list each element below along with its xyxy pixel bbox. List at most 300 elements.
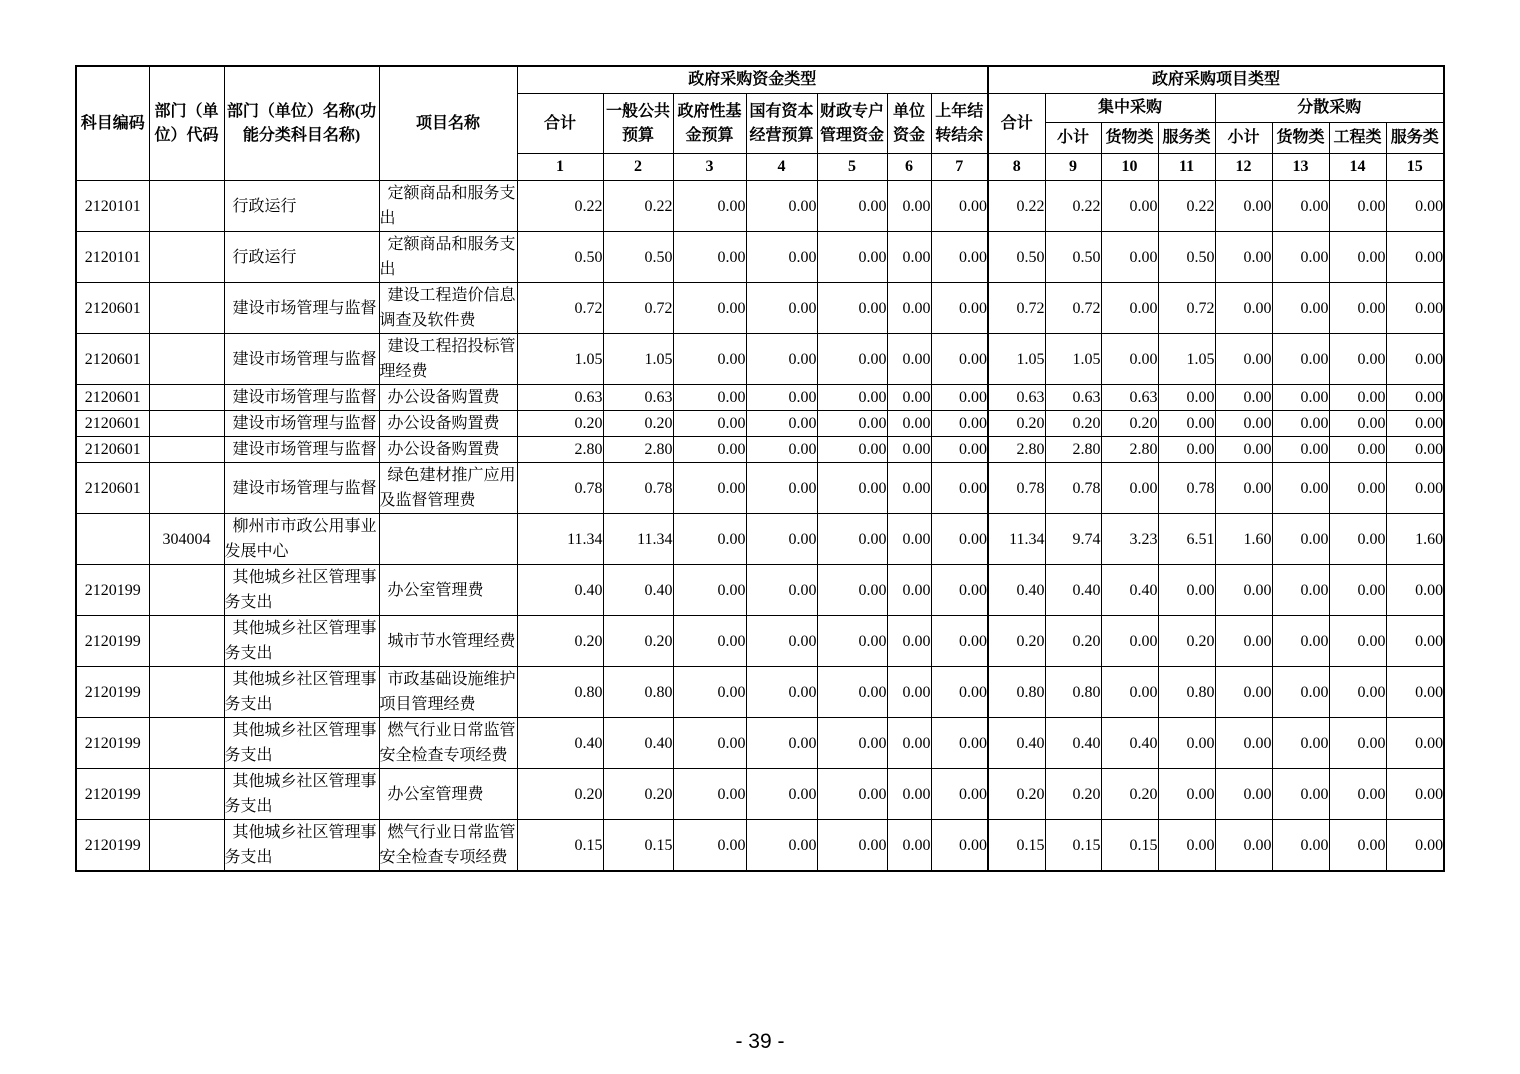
col-header-decentralized-subtotal: 小计 xyxy=(1215,123,1272,154)
cell-value: 0.00 xyxy=(1329,334,1386,385)
cell-value: 0.78 xyxy=(517,463,603,514)
cell-value: 0.63 xyxy=(1045,385,1101,411)
cell-value: 0.00 xyxy=(1215,411,1272,437)
cell-subject-code: 2120601 xyxy=(76,463,149,514)
table-row xyxy=(76,232,1444,283)
cell-value: 0.80 xyxy=(988,667,1045,718)
table-row xyxy=(76,769,1444,820)
cell-value: 0.00 xyxy=(746,565,817,616)
cell-value: 0.00 xyxy=(746,437,817,463)
cell-value: 0.00 xyxy=(817,334,887,385)
cell-value: 0.00 xyxy=(1272,463,1329,514)
cell-value: 0.00 xyxy=(1386,411,1444,437)
cell-value: 0.00 xyxy=(1158,769,1215,820)
cell-value: 0.40 xyxy=(1045,718,1101,769)
cell-value: 0.00 xyxy=(673,411,746,437)
cell-value: 0.00 xyxy=(1215,769,1272,820)
cell-value: 0.00 xyxy=(673,385,746,411)
cell-dept-code xyxy=(149,437,224,463)
cell-value: 0.72 xyxy=(517,283,603,334)
cell-value: 0.00 xyxy=(931,437,988,463)
cell-value: 0.00 xyxy=(746,769,817,820)
cell-value: 0.00 xyxy=(931,667,988,718)
cell-value: 0.20 xyxy=(1101,411,1158,437)
col-group-project-type: 政府采购项目类型 xyxy=(988,66,1444,94)
cell-value: 0.40 xyxy=(1045,565,1101,616)
cell-value: 0.00 xyxy=(1272,411,1329,437)
cell-dept-code xyxy=(149,565,224,616)
cell-value: 0.00 xyxy=(1215,667,1272,718)
col-number: 13 xyxy=(1272,154,1329,181)
cell-value: 0.00 xyxy=(931,565,988,616)
cell-value: 0.00 xyxy=(1272,667,1329,718)
cell-value: 6.51 xyxy=(1158,514,1215,565)
cell-dept-code xyxy=(149,385,224,411)
cell-value: 0.20 xyxy=(603,769,673,820)
cell-value: 0.00 xyxy=(746,181,817,232)
cell-value: 0.72 xyxy=(988,283,1045,334)
cell-value: 1.60 xyxy=(1386,514,1444,565)
col-header-general-public-budget: 一般公共预算 xyxy=(603,94,673,154)
table-row xyxy=(76,437,1444,463)
cell-subject-code: 2120101 xyxy=(76,181,149,232)
cell-subject-code: 2120199 xyxy=(76,820,149,872)
cell-value: 0.50 xyxy=(1158,232,1215,283)
cell-value: 0.78 xyxy=(988,463,1045,514)
col-header-carryover: 上年结转结余 xyxy=(931,94,988,154)
cell-value: 0.80 xyxy=(1158,667,1215,718)
col-header-dept-name: 部门（单位）名称(功能分类科目名称) xyxy=(224,66,379,181)
col-number: 8 xyxy=(988,154,1045,181)
cell-value: 0.00 xyxy=(887,334,931,385)
cell-value: 0.20 xyxy=(988,769,1045,820)
cell-value: 2.80 xyxy=(1045,437,1101,463)
cell-value: 0.40 xyxy=(517,565,603,616)
cell-value: 0.00 xyxy=(1158,385,1215,411)
cell-subject-code: 2120601 xyxy=(76,334,149,385)
cell-value: 0.00 xyxy=(817,667,887,718)
cell-value: 0.00 xyxy=(746,718,817,769)
cell-project-name: 绿色建材推广应用及监督管理费 xyxy=(379,463,517,514)
cell-dept-name: 建设市场管理与监督 xyxy=(224,334,379,385)
cell-value: 0.00 xyxy=(931,334,988,385)
cell-value: 0.78 xyxy=(603,463,673,514)
page-number: - 39 - xyxy=(735,1030,785,1053)
cell-value: 0.00 xyxy=(1158,718,1215,769)
cell-value: 3.23 xyxy=(1101,514,1158,565)
cell-dept-code xyxy=(149,232,224,283)
cell-value: 0.00 xyxy=(1101,667,1158,718)
col-number: 10 xyxy=(1101,154,1158,181)
cell-value: 0.00 xyxy=(887,437,931,463)
cell-project-name: 办公室管理费 xyxy=(379,565,517,616)
cell-value: 0.50 xyxy=(603,232,673,283)
table-row xyxy=(76,565,1444,616)
cell-project-name: 燃气行业日常监管安全检查专项经费 xyxy=(379,820,517,872)
cell-value: 0.20 xyxy=(603,616,673,667)
cell-value: 2.80 xyxy=(988,437,1045,463)
cell-value: 0.40 xyxy=(603,718,673,769)
col-number: 5 xyxy=(817,154,887,181)
table-row xyxy=(76,385,1444,411)
cell-value: 0.00 xyxy=(817,718,887,769)
cell-value: 1.05 xyxy=(988,334,1045,385)
cell-dept-name: 其他城乡社区管理事务支出 xyxy=(224,769,379,820)
cell-value: 0.00 xyxy=(887,667,931,718)
cell-value: 0.00 xyxy=(1215,334,1272,385)
cell-value: 0.00 xyxy=(1329,411,1386,437)
cell-value: 0.50 xyxy=(517,232,603,283)
cell-value: 0.22 xyxy=(988,181,1045,232)
table-row xyxy=(76,334,1444,385)
cell-project-name: 城市节水管理经费 xyxy=(379,616,517,667)
cell-value: 0.00 xyxy=(1215,718,1272,769)
cell-value: 0.00 xyxy=(1215,437,1272,463)
cell-value: 0.00 xyxy=(1158,437,1215,463)
cell-value: 0.00 xyxy=(746,667,817,718)
cell-value: 0.00 xyxy=(1272,181,1329,232)
cell-value: 0.40 xyxy=(517,718,603,769)
col-header-subject-code: 科目编码 xyxy=(76,66,149,181)
cell-value: 0.00 xyxy=(1101,463,1158,514)
cell-value: 0.00 xyxy=(1215,181,1272,232)
cell-value: 0.00 xyxy=(1272,232,1329,283)
cell-value: 0.00 xyxy=(1272,437,1329,463)
cell-value: 0.00 xyxy=(817,385,887,411)
cell-value: 0.00 xyxy=(887,769,931,820)
cell-value: 0.63 xyxy=(517,385,603,411)
cell-value: 0.00 xyxy=(887,181,931,232)
cell-value: 11.34 xyxy=(517,514,603,565)
cell-value: 0.00 xyxy=(1329,718,1386,769)
cell-value: 0.00 xyxy=(887,820,931,872)
cell-value: 0.00 xyxy=(931,820,988,872)
cell-value: 0.00 xyxy=(931,181,988,232)
cell-value: 1.05 xyxy=(1045,334,1101,385)
cell-subject-code: 2120199 xyxy=(76,718,149,769)
cell-value: 0.20 xyxy=(517,411,603,437)
cell-value: 0.22 xyxy=(1158,181,1215,232)
cell-value: 0.00 xyxy=(673,565,746,616)
cell-value: 0.00 xyxy=(673,232,746,283)
col-number: 7 xyxy=(931,154,988,181)
cell-value: 0.00 xyxy=(1272,616,1329,667)
col-number: 9 xyxy=(1045,154,1101,181)
cell-dept-code xyxy=(149,718,224,769)
col-header-decentralized-goods: 货物类 xyxy=(1272,123,1329,154)
cell-value: 0.00 xyxy=(817,232,887,283)
cell-value: 0.00 xyxy=(1272,769,1329,820)
cell-project-name: 定额商品和服务支出 xyxy=(379,181,517,232)
cell-value: 0.00 xyxy=(1386,385,1444,411)
table-row xyxy=(76,283,1444,334)
cell-value: 0.00 xyxy=(1101,181,1158,232)
cell-value: 0.00 xyxy=(1215,463,1272,514)
cell-value: 0.00 xyxy=(1158,565,1215,616)
cell-dept-code xyxy=(149,769,224,820)
col-header-project-name: 项目名称 xyxy=(379,66,517,181)
col-header-state-capital-budget: 国有资本经营预算 xyxy=(746,94,817,154)
cell-dept-name: 行政运行 xyxy=(224,181,379,232)
cell-value: 0.20 xyxy=(1045,769,1101,820)
cell-value: 2.80 xyxy=(517,437,603,463)
cell-value: 0.00 xyxy=(817,463,887,514)
cell-project-name: 定额商品和服务支出 xyxy=(379,232,517,283)
cell-project-name xyxy=(379,514,517,565)
cell-value: 0.20 xyxy=(988,616,1045,667)
cell-value: 0.00 xyxy=(1101,232,1158,283)
cell-value: 0.00 xyxy=(673,769,746,820)
cell-value: 0.15 xyxy=(1101,820,1158,872)
table-row xyxy=(76,514,1444,565)
cell-value: 0.00 xyxy=(673,334,746,385)
cell-value: 0.00 xyxy=(673,463,746,514)
cell-value: 0.20 xyxy=(1158,616,1215,667)
cell-value: 0.15 xyxy=(517,820,603,872)
table-row xyxy=(76,616,1444,667)
cell-dept-code xyxy=(149,334,224,385)
cell-value: 0.00 xyxy=(673,616,746,667)
cell-dept-name: 其他城乡社区管理事务支出 xyxy=(224,616,379,667)
cell-value: 0.72 xyxy=(603,283,673,334)
cell-value: 0.72 xyxy=(1045,283,1101,334)
cell-value: 0.00 xyxy=(1329,667,1386,718)
cell-value: 0.00 xyxy=(746,334,817,385)
cell-dept-name: 建设市场管理与监督 xyxy=(224,463,379,514)
cell-value: 0.40 xyxy=(603,565,673,616)
cell-value: 0.00 xyxy=(931,385,988,411)
cell-dept-name: 柳州市市政公用事业发展中心 xyxy=(224,514,379,565)
cell-value: 0.50 xyxy=(988,232,1045,283)
cell-value: 0.20 xyxy=(1101,769,1158,820)
cell-value: 0.00 xyxy=(931,232,988,283)
cell-value: 0.00 xyxy=(931,514,988,565)
cell-value: 9.74 xyxy=(1045,514,1101,565)
cell-value: 0.00 xyxy=(931,283,988,334)
cell-value: 0.80 xyxy=(517,667,603,718)
cell-dept-code xyxy=(149,181,224,232)
cell-value: 0.00 xyxy=(673,437,746,463)
cell-value: 0.00 xyxy=(817,283,887,334)
table-row xyxy=(76,411,1444,437)
cell-value: 0.00 xyxy=(1329,616,1386,667)
cell-value: 0.00 xyxy=(1329,820,1386,872)
cell-subject-code: 2120601 xyxy=(76,385,149,411)
cell-project-name: 建设工程招投标管理经费 xyxy=(379,334,517,385)
col-header-unit-funds: 单位资金 xyxy=(887,94,931,154)
cell-value: 0.00 xyxy=(1215,820,1272,872)
cell-value: 0.00 xyxy=(1329,385,1386,411)
col-number: 15 xyxy=(1386,154,1444,181)
col-number: 6 xyxy=(887,154,931,181)
table-body xyxy=(76,181,1444,872)
col-header-centralized-services: 服务类 xyxy=(1158,123,1215,154)
cell-value: 0.00 xyxy=(1329,565,1386,616)
col-number: 1 xyxy=(517,154,603,181)
cell-dept-name: 建设市场管理与监督 xyxy=(224,411,379,437)
cell-value: 1.05 xyxy=(517,334,603,385)
cell-dept-code: 304004 xyxy=(149,514,224,565)
cell-dept-name: 其他城乡社区管理事务支出 xyxy=(224,565,379,616)
cell-value: 0.22 xyxy=(603,181,673,232)
cell-subject-code: 2120199 xyxy=(76,565,149,616)
cell-value: 0.00 xyxy=(1329,181,1386,232)
cell-value: 11.34 xyxy=(988,514,1045,565)
cell-value: 0.15 xyxy=(988,820,1045,872)
cell-value: 0.15 xyxy=(603,820,673,872)
col-header-fiscal-account-funds: 财政专户管理资金 xyxy=(817,94,887,154)
cell-value: 0.63 xyxy=(1101,385,1158,411)
cell-value: 0.00 xyxy=(1386,718,1444,769)
cell-value: 0.00 xyxy=(746,820,817,872)
cell-value: 0.00 xyxy=(931,718,988,769)
cell-value: 0.00 xyxy=(673,667,746,718)
col-number: 11 xyxy=(1158,154,1215,181)
cell-dept-name: 其他城乡社区管理事务支出 xyxy=(224,667,379,718)
cell-value: 0.20 xyxy=(1045,411,1101,437)
cell-dept-name: 其他城乡社区管理事务支出 xyxy=(224,718,379,769)
cell-project-name: 办公设备购置费 xyxy=(379,437,517,463)
cell-value: 0.00 xyxy=(1272,283,1329,334)
cell-value: 0.00 xyxy=(931,411,988,437)
cell-project-name: 市政基础设施维护项目管理经费 xyxy=(379,667,517,718)
cell-value: 0.72 xyxy=(1158,283,1215,334)
cell-value: 0.22 xyxy=(517,181,603,232)
cell-value: 0.00 xyxy=(1386,820,1444,872)
cell-value: 0.40 xyxy=(1101,718,1158,769)
cell-dept-code xyxy=(149,411,224,437)
cell-dept-code xyxy=(149,616,224,667)
cell-value: 0.00 xyxy=(1272,820,1329,872)
cell-value: 0.00 xyxy=(887,411,931,437)
cell-value: 0.00 xyxy=(1272,514,1329,565)
cell-value: 0.00 xyxy=(1272,718,1329,769)
cell-value: 0.00 xyxy=(1101,334,1158,385)
cell-value: 0.78 xyxy=(1045,463,1101,514)
cell-value: 0.20 xyxy=(517,769,603,820)
cell-subject-code: 2120601 xyxy=(76,411,149,437)
cell-value: 2.80 xyxy=(1101,437,1158,463)
cell-value: 0.20 xyxy=(603,411,673,437)
cell-value: 0.00 xyxy=(887,385,931,411)
cell-value: 0.50 xyxy=(1045,232,1101,283)
cell-value: 0.00 xyxy=(746,283,817,334)
cell-value: 0.00 xyxy=(1272,565,1329,616)
cell-value: 0.00 xyxy=(673,820,746,872)
cell-value: 0.20 xyxy=(988,411,1045,437)
cell-value: 0.00 xyxy=(1329,769,1386,820)
table-row xyxy=(76,718,1444,769)
col-number: 3 xyxy=(673,154,746,181)
cell-value: 0.00 xyxy=(1386,437,1444,463)
cell-value: 0.00 xyxy=(817,616,887,667)
cell-subject-code: 2120199 xyxy=(76,769,149,820)
col-header-project-total: 合计 xyxy=(988,94,1045,154)
cell-value: 0.00 xyxy=(1386,616,1444,667)
cell-value: 0.00 xyxy=(673,181,746,232)
col-group-centralized: 集中采购 xyxy=(1045,94,1215,123)
cell-value: 0.00 xyxy=(673,514,746,565)
procurement-table xyxy=(75,65,1445,872)
table-row xyxy=(76,820,1444,872)
cell-value: 0.00 xyxy=(887,616,931,667)
cell-value: 0.00 xyxy=(1272,385,1329,411)
cell-value: 0.00 xyxy=(1101,283,1158,334)
cell-value: 2.80 xyxy=(603,437,673,463)
cell-value: 0.00 xyxy=(1386,283,1444,334)
cell-value: 0.00 xyxy=(1329,463,1386,514)
col-number: 2 xyxy=(603,154,673,181)
cell-value: 0.63 xyxy=(603,385,673,411)
cell-value: 0.00 xyxy=(1386,667,1444,718)
cell-value: 0.00 xyxy=(931,616,988,667)
cell-value: 0.22 xyxy=(1045,181,1101,232)
col-header-gov-fund-budget: 政府性基金预算 xyxy=(673,94,746,154)
cell-value: 0.15 xyxy=(1045,820,1101,872)
cell-project-name: 办公室管理费 xyxy=(379,769,517,820)
cell-value: 0.00 xyxy=(1329,283,1386,334)
col-group-decentralized: 分散采购 xyxy=(1215,94,1444,123)
cell-dept-code xyxy=(149,667,224,718)
cell-value: 0.00 xyxy=(817,820,887,872)
cell-value: 0.40 xyxy=(988,565,1045,616)
cell-value: 0.00 xyxy=(817,411,887,437)
cell-dept-name: 其他城乡社区管理事务支出 xyxy=(224,820,379,872)
cell-value: 1.60 xyxy=(1215,514,1272,565)
cell-value: 0.00 xyxy=(1272,334,1329,385)
cell-value: 0.00 xyxy=(887,232,931,283)
cell-value: 0.00 xyxy=(1215,565,1272,616)
cell-project-name: 建设工程造价信息调查及软件费 xyxy=(379,283,517,334)
cell-value: 0.00 xyxy=(817,514,887,565)
cell-dept-code xyxy=(149,283,224,334)
cell-value: 0.00 xyxy=(817,437,887,463)
cell-value: 0.00 xyxy=(1101,616,1158,667)
cell-subject-code: 2120101 xyxy=(76,232,149,283)
cell-subject-code: 2120601 xyxy=(76,437,149,463)
cell-dept-name: 建设市场管理与监督 xyxy=(224,283,379,334)
cell-value: 0.00 xyxy=(1386,769,1444,820)
cell-value: 0.00 xyxy=(931,769,988,820)
cell-value: 0.00 xyxy=(1215,616,1272,667)
cell-value: 0.20 xyxy=(1045,616,1101,667)
col-number: 12 xyxy=(1215,154,1272,181)
col-number: 14 xyxy=(1329,154,1386,181)
cell-value: 11.34 xyxy=(603,514,673,565)
cell-value: 0.20 xyxy=(517,616,603,667)
cell-value: 0.63 xyxy=(988,385,1045,411)
cell-value: 0.00 xyxy=(746,463,817,514)
cell-value: 0.00 xyxy=(673,283,746,334)
cell-value: 0.00 xyxy=(1158,820,1215,872)
cell-value: 0.00 xyxy=(817,769,887,820)
col-header-centralized-subtotal: 小计 xyxy=(1045,123,1101,154)
cell-value: 0.00 xyxy=(1386,463,1444,514)
cell-value: 0.00 xyxy=(746,616,817,667)
cell-value: 0.00 xyxy=(746,411,817,437)
col-header-fund-total: 合计 xyxy=(517,94,603,154)
col-header-dept-code: 部门（单位）代码 xyxy=(149,66,224,181)
cell-subject-code xyxy=(76,514,149,565)
col-header-decentralized-works: 工程类 xyxy=(1329,123,1386,154)
cell-value: 0.00 xyxy=(931,463,988,514)
cell-value: 0.40 xyxy=(988,718,1045,769)
cell-value: 0.00 xyxy=(817,565,887,616)
cell-value: 0.80 xyxy=(1045,667,1101,718)
cell-value: 0.00 xyxy=(746,514,817,565)
cell-subject-code: 2120601 xyxy=(76,283,149,334)
cell-value: 0.00 xyxy=(1329,232,1386,283)
